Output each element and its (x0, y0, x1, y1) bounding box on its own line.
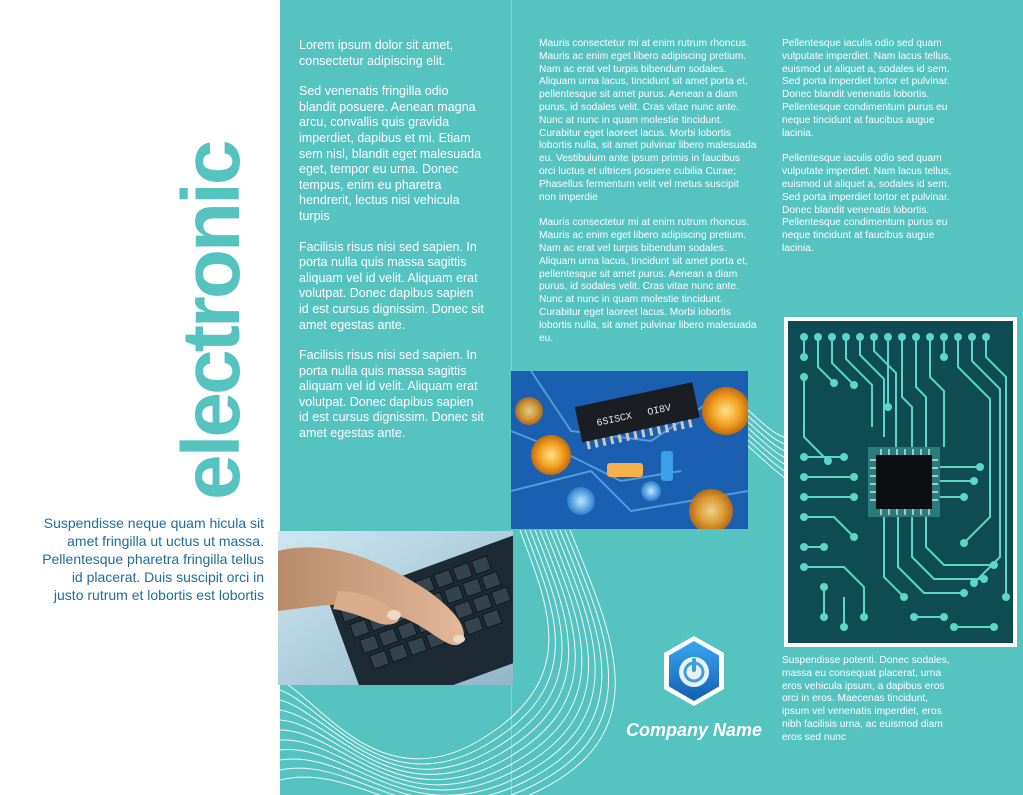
paragraph: Pellentesque iaculis odio sed quam vulputate imperdiet. Nam lacus tellus, euismod ut aliquet a, sodales id sem. Sed porta imperdiet tortor et pulvinar. Donec blandit venenatis lobortis. Pellentesque condimentum purus eu neque tincidunt at faucibus augue lacinia. (782, 38, 952, 139)
paragraph: Sed venenatis fringilla odio blandit posuere. Aenean magna arcu, convallis quis gravida imperdiet, dapibus et mi. Etiam sem nisl, blandit eget malesuada eget, tempor eu urna. Donec tempus, enim eu pharetra hendrerit, lectus nisi vehicula turpis (299, 84, 482, 223)
text-column-3 (782, 38, 960, 269)
power-icon (661, 634, 727, 708)
text-column-2 (539, 38, 757, 358)
left-quote: Suspendisse neque quam hicula sit amet fringilla ut uctus ut massa. Pellentesque pharetra fringilla tellus id placerat. Duis suscipit orci in justo rutrum et lobortis est lobortis (42, 515, 264, 603)
circuit-pattern-graphic (784, 317, 1017, 647)
paragraph: Pellentesque iaculis odio sed quam vulputate imperdiet. Nam lacus tellus, euismod ut aliquet a, sodales id sem. Sed porta imperdiet tortor et pulvinar. Donec blandit venenatis lobortis. Pellentesque condimentum purus eu neque tincidunt at faucibus augue lacinia. (782, 153, 952, 254)
bottom-paragraph: Suspendisse potenti. Donec sodales, massa eu consequat placerat, urna eros vehicula ipsum, a dapibus eros orci in eros. Maecenas tincidunt, ipsum vel venenatis imperdiet, eros nibh facilisis urna, ac euismod diam eros sed nunc (782, 655, 950, 743)
text-column-1 (299, 38, 485, 457)
paragraph: Mauris consectetur mi at enim rutrum rhoncus. Mauris ac enim eget libero adipiscing pretium. Nam ac erat vel turpis bibendum sodales. Aliquam urna lacus, tincidunt sit amet porta et, pellentesque sit amet purus. Aenean a diam purus, id sodales velit. Cras vitae nunc ante. Nunc at nunc in quam molestie tincidunt. Curabitur eget laoreet lacus. Morbi lobortis lobortis nulla, sit amet pulvinar libero malesuada eu. Vestibulum ante ipsum primis in faucibus orci luctus et ultrices posuere cubilia Curae; Phasellus fermentum velit vel metus suscipit non imperdie (539, 38, 757, 203)
brochure-title: electronic (166, 142, 257, 500)
svg-text:6SISCX: 6SISCX (595, 411, 634, 430)
keyboard-photo (278, 531, 513, 685)
paragraph: Facilisis risus nisi sed sapien. In porta nulla quis massa sagittis aliquam vel id velit. Aliquam erat volutpat. Donec dapibus sapien id est cursus dignissim. Donec sit amet egestas ante. (299, 348, 484, 441)
paragraph: Facilisis risus nisi sed sapien. In porta nulla quis massa sagittis aliquam vel id velit. Aliquam erat volutpat. Donec dapibus sapien id est cursus dignissim. Donec sit amet egestas ante. (299, 239, 484, 332)
paragraph: Mauris consectetur mi at enim rutrum rhoncus. Mauris ac enim eget libero adipiscing pretium. Nam ac erat vel turpis bibendum sodales. Aliquam urna lacus, tincidunt sit amet porta et, pellentesque sit amet purus. Aenean a diam purus, id sodales velit. Cras vitae nunc ante. Nunc at nunc in quam molestie tincidunt. Curabitur eget laoreet lacus. Morbi lobortis lobortis nulla, sit amet pulvinar libero malesuada eu. (539, 217, 757, 344)
svg-text:OI8V: OI8V (646, 403, 673, 420)
company-name: Company Name (625, 720, 763, 740)
paragraph: Lorem ipsum dolor sit amet, consectetur adipiscing elit. (299, 38, 454, 68)
circuit-board-photo (511, 371, 748, 529)
